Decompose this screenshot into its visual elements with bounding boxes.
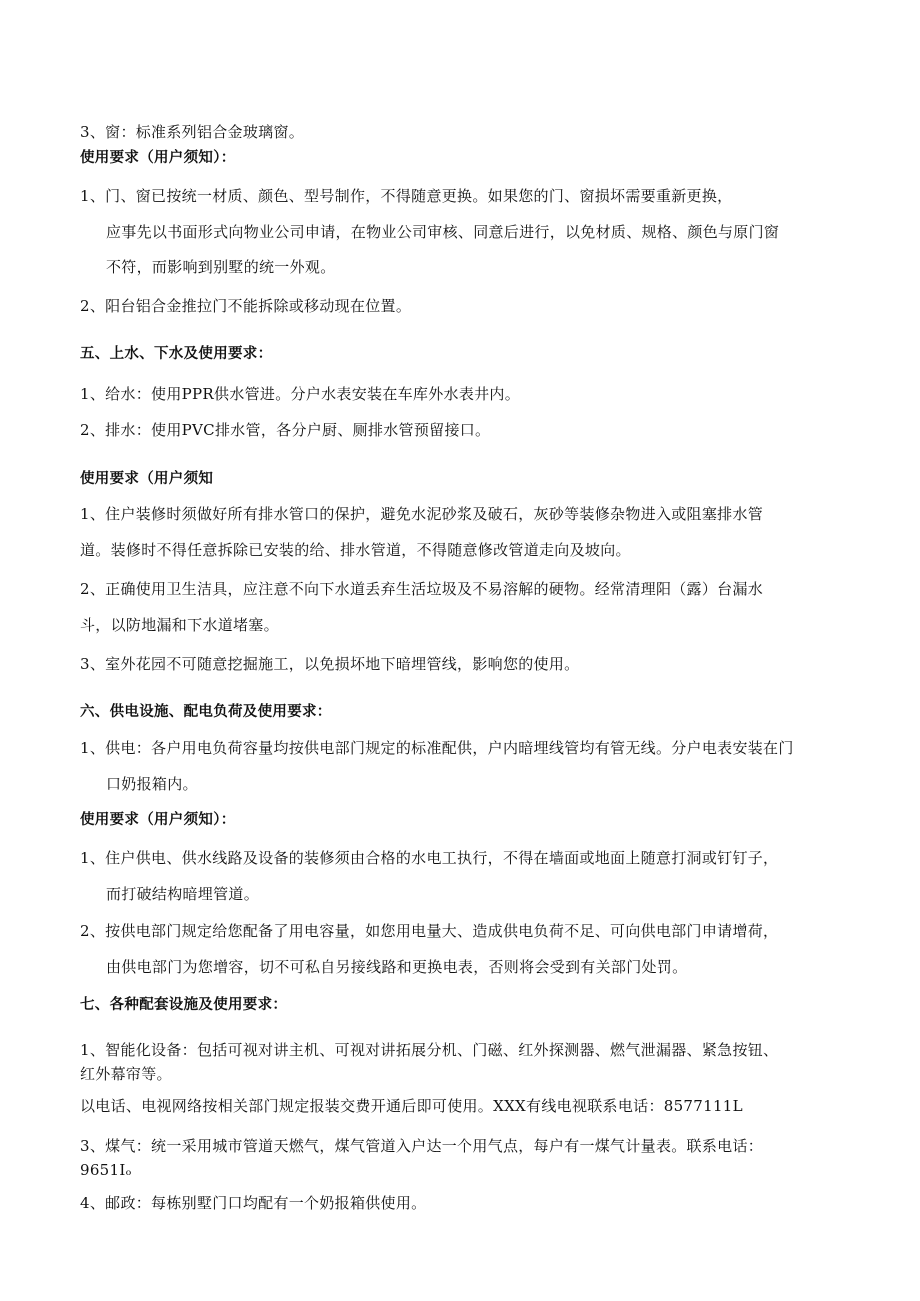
text-line: 3、室外花园不可随意挖掘施工，以免损坏地下暗埋管线，影响您的使用。 xyxy=(80,655,580,673)
text-line: 1、住户供电、供水线路及设备的装修须由合格的水电工执行，不得在墙面或地面上随意打洞或钉钉子， xyxy=(80,849,779,867)
text-line: 2、按供电部门规定给您配备了用电容量，如您用电量大、造成供电负荷不足、可向供电部门申请增荷， xyxy=(80,922,779,940)
text-line: 而打破结构暗埋管道。 xyxy=(106,885,260,903)
text-line: 不符，而影响到别墅的统一外观。 xyxy=(106,258,336,276)
text-line: 红外幕帘等。 xyxy=(80,1065,172,1083)
text-line: 4、邮政：每栋别墅门口均配有一个奶报箱供使用。 xyxy=(80,1194,427,1212)
text-line: 9651Iₒ xyxy=(80,1161,132,1179)
text-line: 2、正确使用卫生洁具，应注意不向下水道丢弃生活垃圾及不易溶解的硬物。经常清理阳（露）台漏水 xyxy=(80,580,764,598)
text-line: 2、阳台铝合金推拉门不能拆除或移动现在位置。 xyxy=(80,297,412,315)
text-line: 斗，以防地漏和下水道堵塞。 xyxy=(80,616,279,634)
text-line: 3、煤气：统一采用城市管道天燃气，煤气管道入户达一个用气点，每户有一煤气计量表。联系电话： xyxy=(80,1137,764,1155)
section-subheading: 使用要求（用户须知 xyxy=(80,470,214,487)
text-line: 口奶报箱内。 xyxy=(106,775,198,793)
text-line: 应事先以书面形式向物业公司申请，在物业公司审核、同意后进行，以免材质、规格、颜色与原门窗 xyxy=(106,223,780,241)
section-subheading: 使用要求（用户须知）： xyxy=(80,811,236,828)
text-line: 1、给水：使用PPR供水管进。分户水表安装在车库外水表井内。 xyxy=(80,385,521,403)
text-line: 1、门、窗已按统一材质、颜色、型号制作，不得随意更换。如果您的门、窗损坏需要重新更换， xyxy=(80,187,733,205)
text-line: 由供电部门为您增容，切不可私自另接线路和更换电表，否则将会受到有关部门处罚。 xyxy=(106,958,688,976)
text-line: 以电话、电视网络按相关部门规定报装交费开通后即可使用。XXX有线电视联系电话：8577111L xyxy=(80,1097,743,1115)
section-subheading: 使用要求（用户须知）： xyxy=(80,149,236,166)
text-line: 道。装修时不得任意拆除已安装的给、排水管道，不得随意修改管道走向及坡向。 xyxy=(80,541,631,559)
text-line: 1、住户装修时须做好所有排水管口的保护，避免水泥砂浆及破石，灰砂等装修杂物进入或阻塞排水管 xyxy=(80,505,764,523)
text-line: 1、智能化设备：包括可视对讲主机、可视对讲拓展分机、门磁、红外探测器、燃气泄漏器、紧急按钮、 xyxy=(80,1041,779,1059)
text-line: 2、排水：使用PVC排水管，各分户厨、厕排水管预留接口。 xyxy=(80,421,491,439)
text-line: 3、窗：标准系列铝合金玻璃窗。 xyxy=(80,123,305,141)
section-heading: 五、上水、下水及使用要求： xyxy=(80,345,273,362)
text-line: 1、供电：各户用电负荷容量均按供电部门规定的标准配供，户内暗埋线管均有管无线。分户电表安装在门 xyxy=(80,739,794,757)
section-heading: 六、供电设施、配电负荷及使用要求： xyxy=(80,703,332,720)
section-heading: 七、各种配套设施及使用要求： xyxy=(80,996,288,1013)
